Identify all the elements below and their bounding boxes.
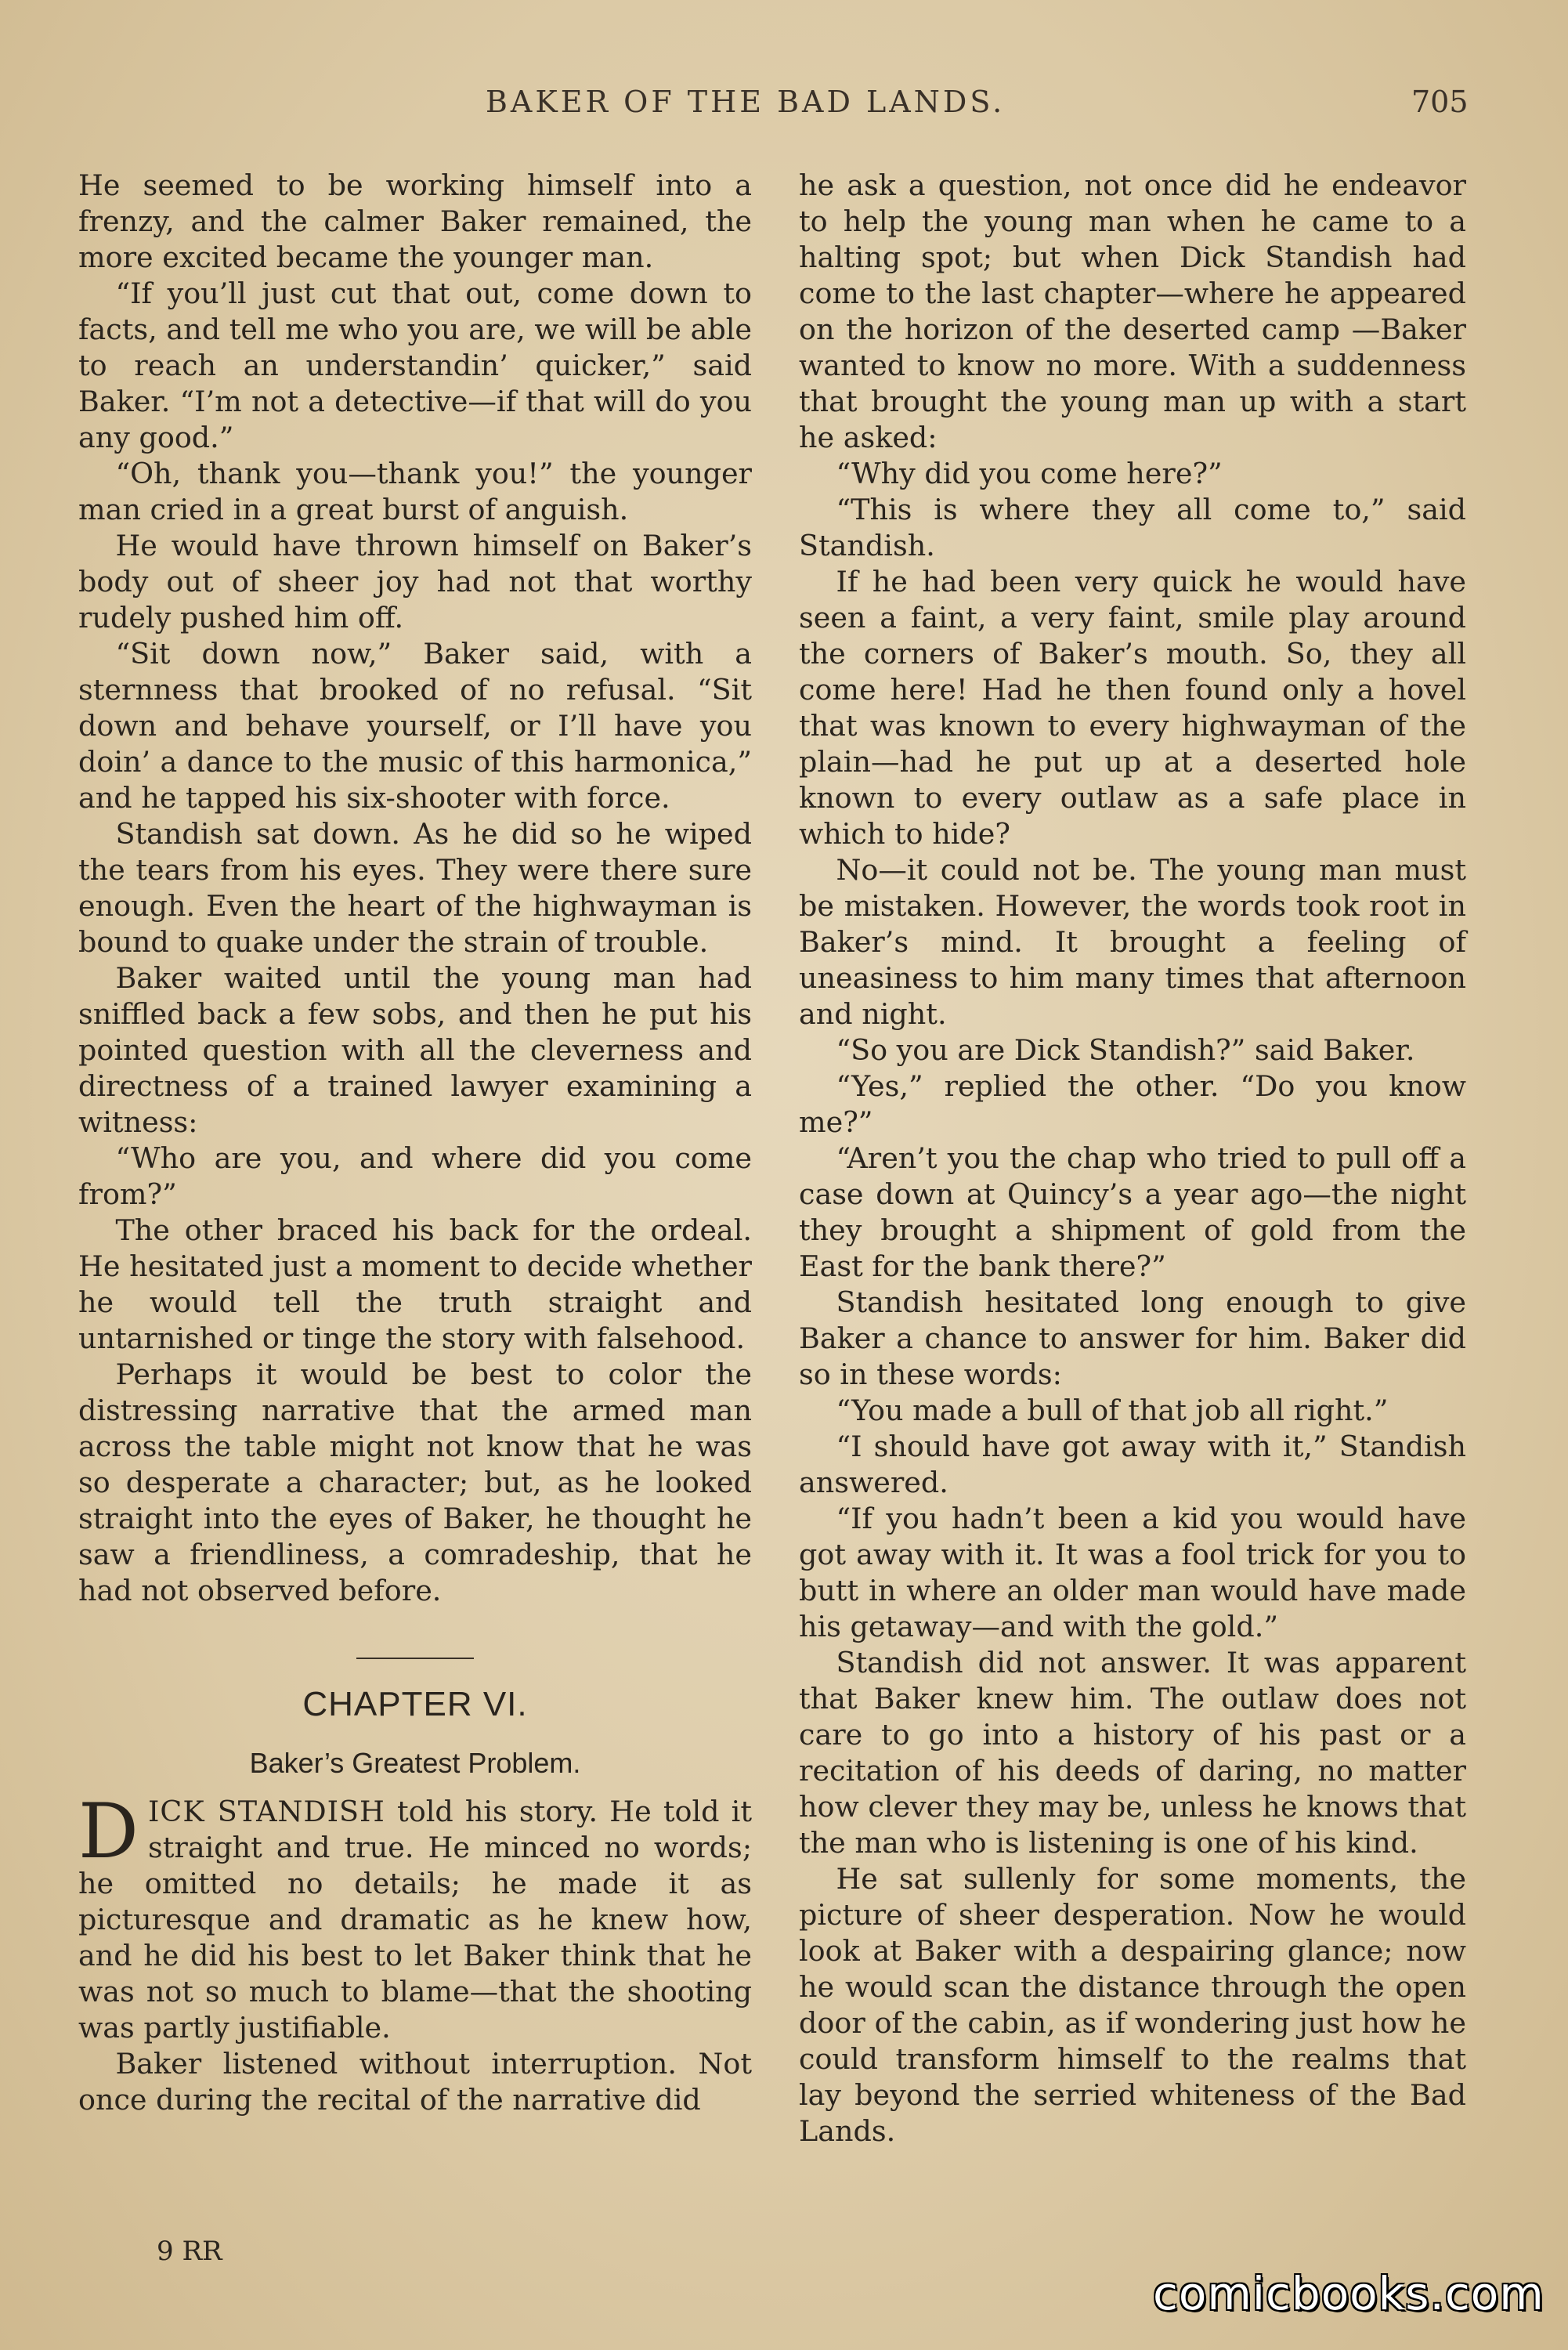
- paragraph: “If you hadn’t been a kid you would have got away with it. It was a fool trick for you to butt in where an older man would have made his getaway—and with the gold.”: [799, 1502, 1466, 1643]
- paragraph: Standish hesitated long enough to give Baker a chance to answer for him. Baker did so in these words:: [799, 1285, 1466, 1391]
- running-head: [0, 85, 1568, 132]
- page-number: 705: [1411, 85, 1469, 119]
- paragraph: He seemed to be working himself into a frenzy, and the calmer Baker remained, the more excited became the younger man.: [78, 168, 752, 274]
- opening-text: told his story. He told it straight and true. He minced no words; he omitted no details; he made it as picturesque and dramatic as he knew how, and he did his best to let Baker think that he was not so much to blame—that the shooting was partly justifiable.: [78, 1795, 753, 2044]
- paragraph: “Sit down now,” Baker said, with a sternness that brooked of no refusal. “Sit down and behave yourself, or I’ll have you doin’ a dance to the music of this harmonica,” and he tapped his six-shooter with force.: [78, 637, 752, 815]
- chapter-block: [78, 1658, 752, 1783]
- paragraph: “Oh, thank you—thank you!” the younger man cried in a great burst of anguish.: [78, 457, 752, 526]
- chapter-subtitle: Baker’s Greatest Problem.: [249, 1747, 581, 1779]
- chapter-opening-paragraph: [78, 1788, 753, 2046]
- chapter-divider: [356, 1658, 474, 1659]
- paragraph: Baker listened without interruption. Not once during the recital of the narrative did: [78, 2047, 752, 2117]
- paragraph: Baker waited until the young man had sniffled back a few sobs, and then he put his pointed question with all the cleverness and directness of a trained lawyer examining a witness:: [78, 961, 752, 1139]
- chapter-heading: CHAPTER VI.: [302, 1685, 528, 1723]
- paragraph: The other braced his back for the ordeal. He hesitated just a moment to decide whether he would tell the truth straight and untarnished or tinge the story with falsehood.: [78, 1213, 752, 1355]
- paragraph: Perhaps it would be best to color the distressing narrative that the armed man across the table might not know that he was so desperate a character; but, as he looked straight into the eyes of Baker, he thought he saw a friendliness, a comradeship, that he had not observed before.: [78, 1358, 752, 1607]
- opening-small-caps: ICK STANDISH: [147, 1795, 385, 1828]
- paragraph: If he had been very quick he would have seen a faint, a very faint, smile play around the corners of Baker’s mouth. So, they all come here! Had he then found only a hovel that was known to every highwayman of the plain—had he put up at a deserted hole known to every outlaw as a safe place in which to hide?: [799, 565, 1466, 851]
- paragraph: “Aren’t you the chap who tried to pull off a case down at Quincy’s a year ago—the night they brought a shipment of gold from the East for the bank there?”: [799, 1141, 1466, 1283]
- paragraph: He would have thrown himself on Baker’s body out of sheer joy had not that worthy rudely pushed him off.: [78, 529, 752, 634]
- paragraph: Standish sat down. As he did so he wiped the tears from his eyes. They were there sure enough. Even the heart of the highwayman is bound to quake under the strain of trouble.: [78, 817, 752, 959]
- paragraph: “So you are Dick Standish?” said Baker.: [836, 1033, 1415, 1067]
- paragraph: he ask a question, not once did he endeavor to help the young man when he came to a halting spot; but when Dick Standish had come to the last chapter—where he appeared on the horizon of the deserted camp —Baker wanted to know no more. With a suddenness that brought the young man up with a start he asked:: [799, 168, 1466, 454]
- paragraph: “I should have got away with it,” Standish answered.: [799, 1430, 1466, 1499]
- paragraph: He sat sullenly for some moments, the picture of sheer desperation. Now he would look at Baker with a despairing glance; now he would scan the distance through the open door of the cabin, as if wondering just how he could transform himself to the realms that lay beyond the serried whiteness of the Bad Lands.: [799, 1862, 1466, 2148]
- left-column: [78, 168, 752, 2118]
- paragraph: “This is where they all come to,” said Standish.: [799, 493, 1466, 562]
- running-head-title: BAKER OF THE BAD LANDS.: [486, 85, 1006, 119]
- paragraph: “If you’ll just cut that out, come down to facts, and tell me who you are, we will be able to reach an understandin’ quicker,” said Baker. “I’m not a detective—if that will do you any good.”: [78, 277, 752, 454]
- paragraph: “Yes,” replied the other. “Do you know me?”: [799, 1069, 1466, 1139]
- drop-cap: D: [78, 1788, 139, 1875]
- paragraph: Standish did not answer. It was apparent that Baker knew him. The outlaw does not care to go into a history of his past or a recitation of his deeds of daring, no matter how clever they may be, unless he knows that the man who is listening is one of his kind.: [799, 1646, 1466, 1860]
- watermark-logo: comicbooks.com: [1153, 2267, 1545, 2320]
- paragraph: “You made a bull of that job all right.”: [836, 1394, 1389, 1427]
- paragraph: “Why did you come here?”: [836, 457, 1223, 490]
- paragraph: “Who are you, and where did you come from?”: [78, 1141, 752, 1211]
- paragraph: No—it could not be. The young man must be mistaken. However, the words took root in Baker’s mind. It brought a feeling of uneasiness to him many times that afternoon and night.: [799, 853, 1466, 1031]
- right-column: [799, 168, 1466, 2149]
- signature-mark: 9 RR: [157, 2236, 222, 2267]
